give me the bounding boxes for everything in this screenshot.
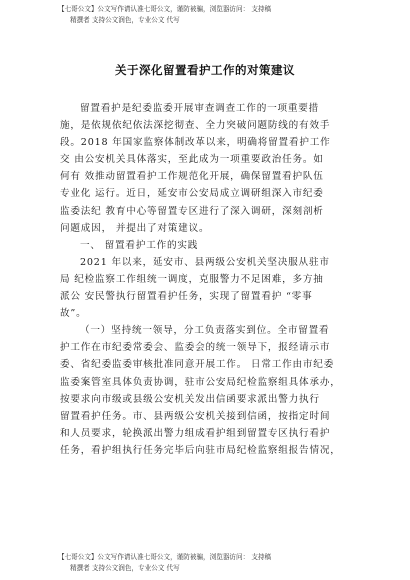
body-line: 问题成因， 并提出了对策建议。 <box>60 222 210 234</box>
body-line: 何有 效推动留置看护工作规范化开展，确保留置看护队伍 <box>60 171 324 183</box>
body-line: 局 纪检监察工作组统一调度，克服警力不足困难，多方抽 <box>60 273 324 285</box>
section-heading: 一、 留置看护工作的实践 <box>80 239 199 251</box>
header-note-line-2: 精撰者 支持公文润色，专业公文 代写 <box>70 16 180 24</box>
body-line: 监委案管室具体负责协调，驻市公安局纪检监察组具体承办， <box>60 376 341 388</box>
body-line: 交 由公安机关具体落实，至此成为一项重要政治任务。如 <box>60 154 324 166</box>
footer-note-line-2: 精撰者 支持公文润色，专业公文 代写 <box>70 564 180 572</box>
body-line: 监委法纪 教育中心等留置专区进行了深入调研，深刻剖析 <box>60 205 324 217</box>
body-line: 留置看护是纪委监委开展审查调查工作的一项重要措 <box>80 103 320 114</box>
document-title: 关于深化留置看护工作的对策建议 <box>115 63 295 77</box>
document-body <box>60 100 360 459</box>
header-watermark-note <box>58 4 378 26</box>
subsection-heading-line: （一）坚持统一领导，分工负责落实到位。全市留置看 <box>80 325 330 337</box>
body-line: 任务，看护组执行任务完毕后向驻市局纪检监察组报告情况， <box>60 444 341 456</box>
body-line: 施，是依规依纪依法深挖彻查、全力突破问题防线的有效手 <box>60 120 331 132</box>
footer-note-line-1: 【七哥公文】公文写作请认准七哥公文，谨防被骗，浏览器访问： 支持稿 <box>58 553 272 561</box>
body-line: 派公 安民警执行留置看护任务，实现了留置看护 “零事 <box>60 291 313 303</box>
body-line: 段。2018 年国家监察体制改革以来，明确将留置看护工作 <box>60 137 331 149</box>
body-line: 和人员要求，轮换派出警力组成看护组到留置专区执行看护 <box>60 427 331 439</box>
header-note-line-1: 【七哥公文】公文写作请认准七哥公文，谨防被骗，浏览器访问： 支持稿 <box>58 5 272 13</box>
body-line: 委、省纪委监委审核批准同意开展工作。 日常工作由市纪委 <box>60 359 335 371</box>
body-line: 2021 年以来，延安市、县两级公安机关坚决服从驻市 <box>80 256 330 268</box>
footer-watermark-note <box>58 552 378 574</box>
body-line: 专业化 运行。近日，延安市公安局成立调研组深入市纪委 <box>60 188 324 200</box>
body-line: 故”。 <box>60 308 87 320</box>
body-line: 按要求向市级或县级公安机关发出信函要求派出警力执行 <box>60 393 320 405</box>
body-line: 留置看护任务。市、县两级公安机关接到信函，按指定时间 <box>60 410 331 422</box>
body-line: 护工作在市纪委常委会、监委会的统一领导下，报经请示市 <box>60 342 331 354</box>
